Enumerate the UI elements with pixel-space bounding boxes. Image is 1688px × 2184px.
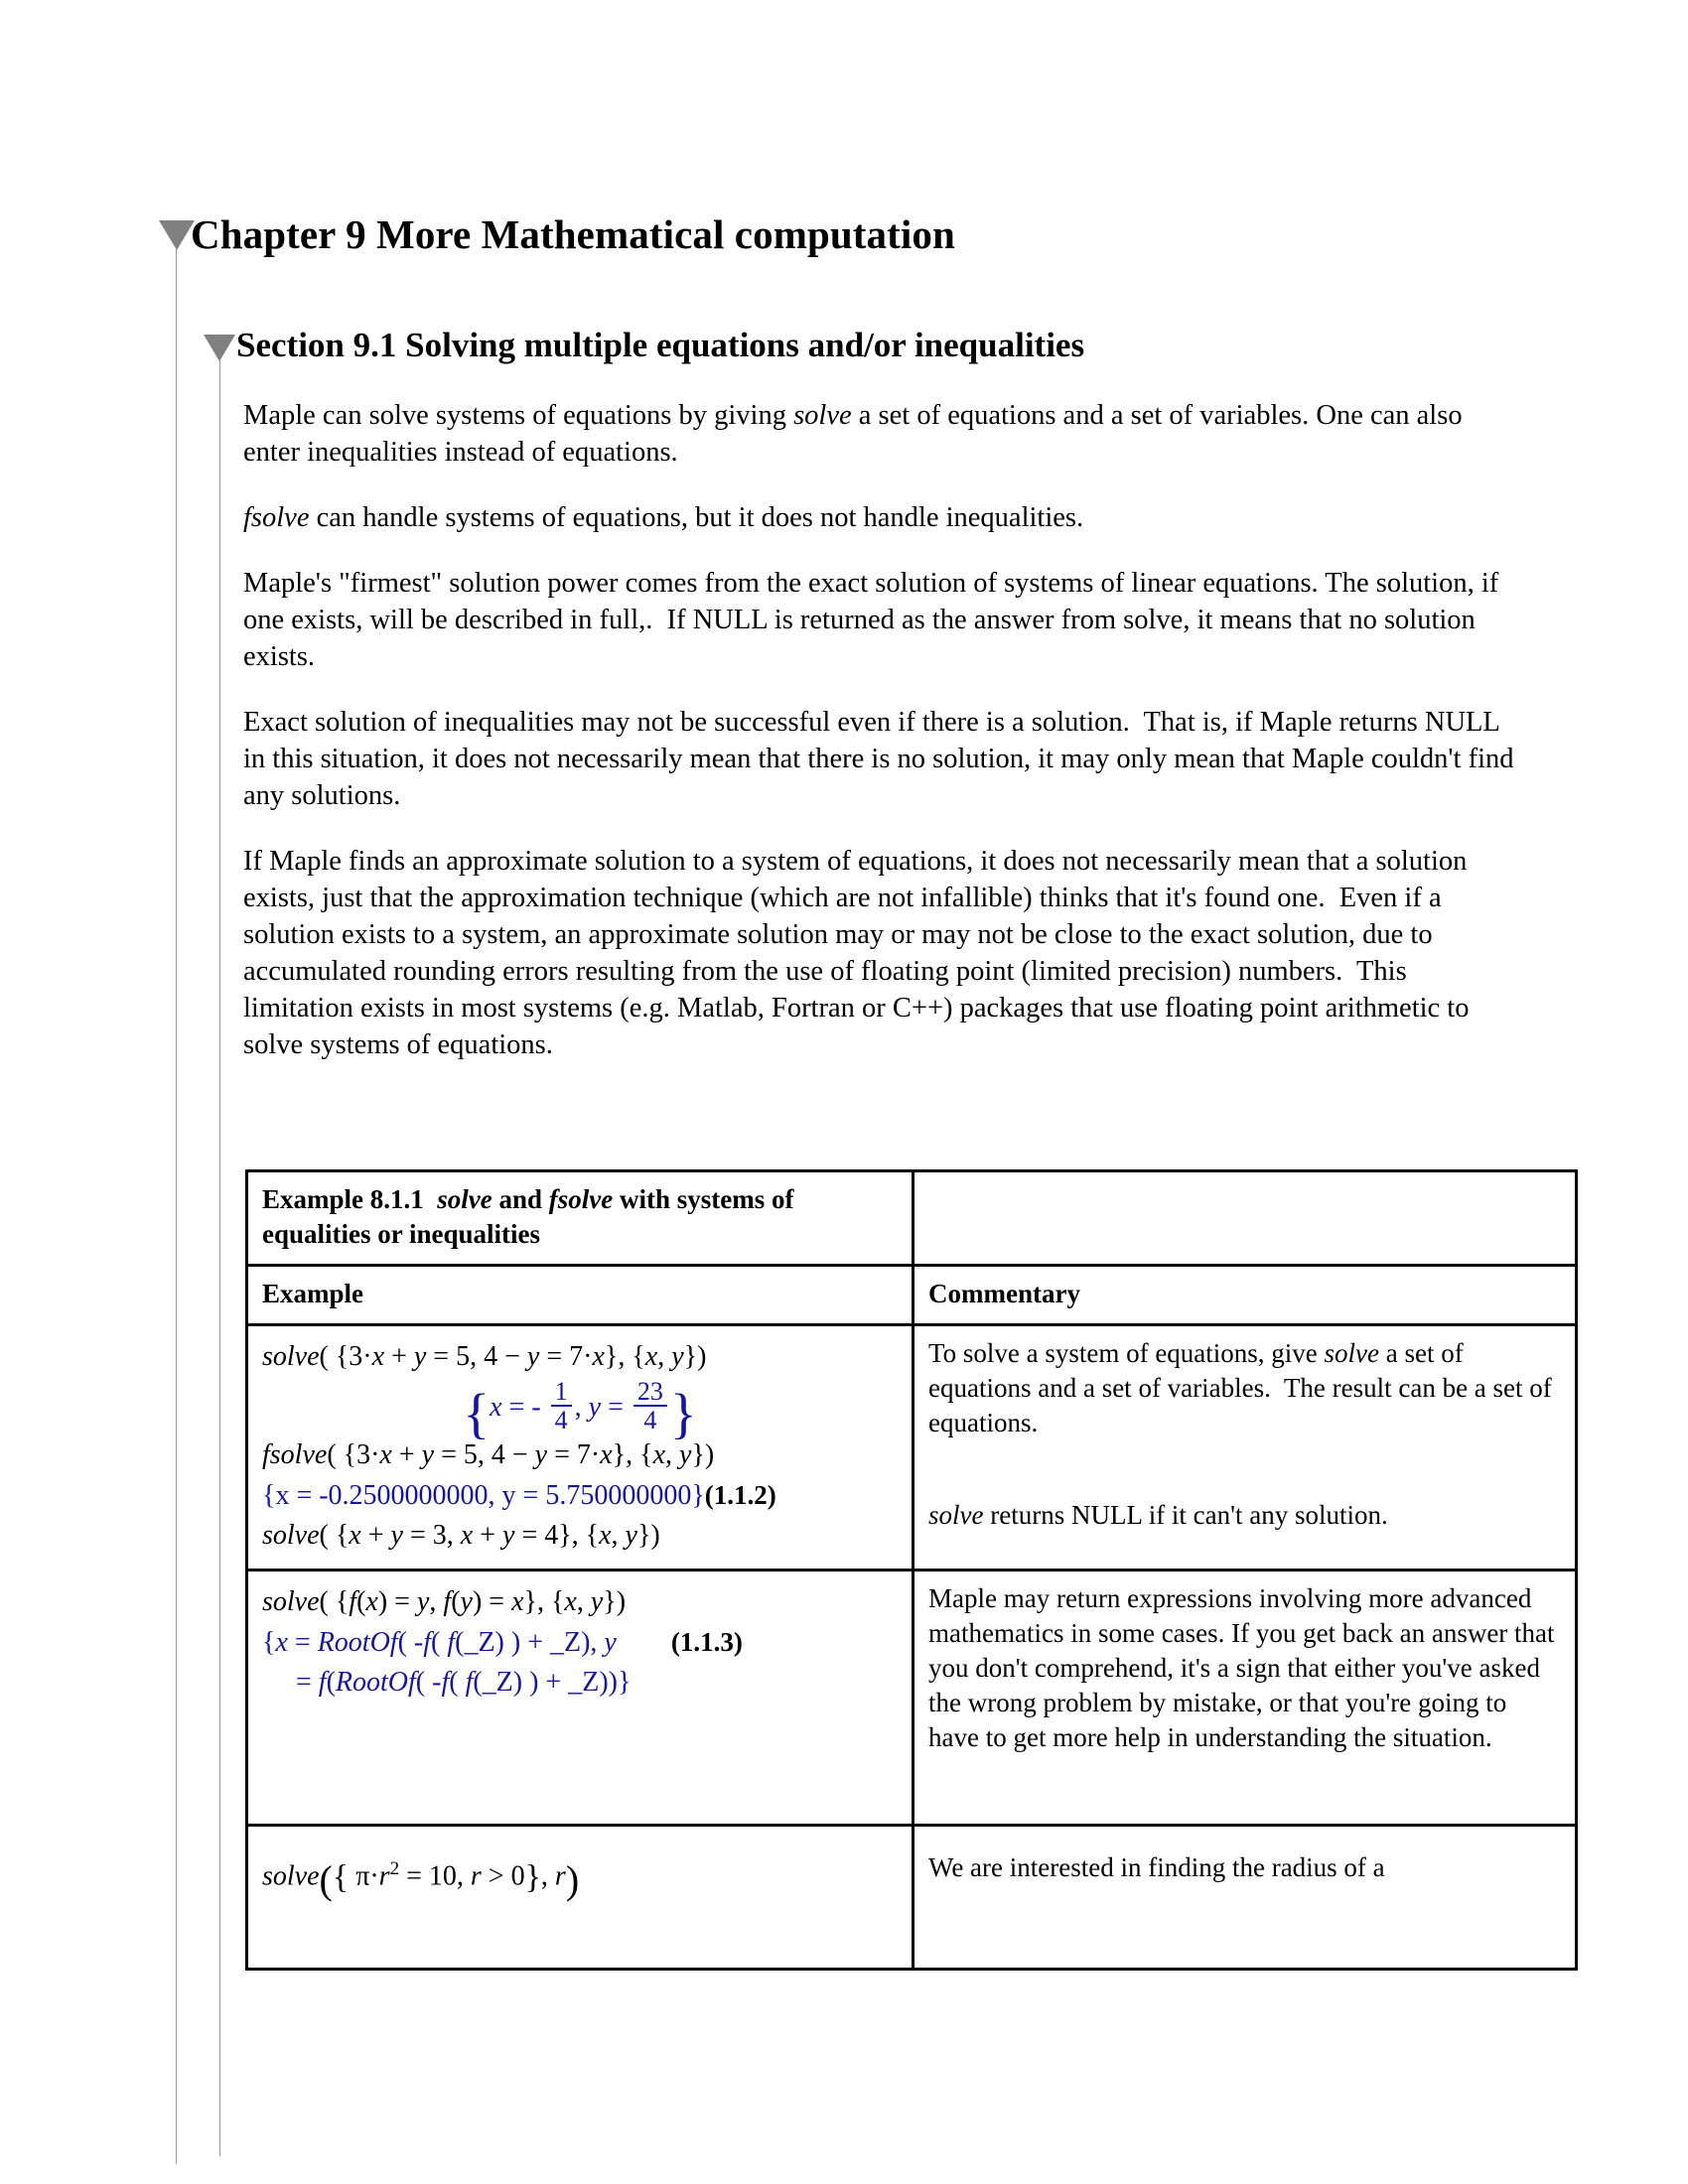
table-row — [247, 1570, 1577, 1825]
paragraph-2: fsolve can handle systems of equations, but it does not handle inequalities. — [243, 502, 1084, 533]
table-row-headers — [247, 1266, 1577, 1325]
commentary-cell-row3 — [914, 1825, 1577, 1969]
commentary-cell-row1 — [914, 1325, 1577, 1570]
column-header-commentary: Commentary — [914, 1266, 1577, 1325]
maple-input-solve-rootof[interactable]: solve( {f(x) = y, f(y) = x}, {x, y}) — [262, 1585, 627, 1617]
maple-output-solve-1: {x = - $\frac{1}{4}$ , y = $\frac{23}{4}$ } — [463, 1377, 697, 1445]
commentary-text-4: We are interested in finding the radius of a — [928, 1851, 1385, 1882]
maple-output-fsolve-1: {x = -0.2500000000, y = 5.750000000} — [262, 1479, 705, 1511]
maple-input-solve-1[interactable]: solve( {3·x + y = 5, 4 − y = 7·x}, {x, y}) — [262, 1341, 707, 1372]
commentary-text-1: To solve a system of equations, give solve a set of equations and a set of variables. The result can be a set of equations. — [928, 1338, 1552, 1437]
maple-input-solve-2[interactable]: solve( {x + y = 3, x + y = 4}, {x, y}) — [262, 1519, 660, 1551]
maple-output-rootof-line-2: = f(RootOf( -f( f(_Z) ) + _Z))} — [296, 1666, 632, 1698]
chapter-section-rule — [176, 248, 177, 2164]
table-row — [247, 1325, 1577, 1570]
commentary-cell-row2 — [914, 1570, 1577, 1825]
example-cell-row2 — [247, 1570, 914, 1825]
example-table-title: Example 8.1.1 solve and fsolve with systems of equalities or inequalities — [247, 1171, 914, 1266]
paragraph-5: If Maple finds an approximate solution to a system of equations, it does not necessarily mean that a solution exists, just that the approximation technique (which are not infallible) thinks that it's found one. Even if a solution exists to a system, an approximate solution may or may not be close to the exact solution, due to accumulated rounding errors resulting from the use of floating point (limited precision) numbers. This limitation exists in most systems (e.g. Matlab, Fortran or C++) packages that use floating point arithmetic to solve systems of equations. — [243, 846, 1470, 1060]
maple-output-rootof-line-1: {x = RootOf( -f( f(_Z) ) + _Z), y — [262, 1626, 617, 1658]
section-title: Section 9.1 Solving multiple equations and/or inequalities — [236, 326, 1085, 364]
chapter-title: Chapter 9 More Mathematical computation — [191, 211, 955, 257]
example-table-title-blank-cell — [914, 1171, 1577, 1266]
paragraph-1: Maple can solve systems of equations by giving solve a set of equations and a set of variables. One can also enter inequalities instead of equations. — [243, 400, 1463, 468]
maple-input-fsolve-1[interactable]: fsolve( {3·x + y = 5, 4 − y = 7·x}, {x, y}) — [262, 1438, 715, 1470]
section-body-rule — [219, 359, 220, 2156]
paragraph-3: Maple's "firmest" solution power comes from the exact solution of systems of linear equations. The solution, if one exists, will be described in full,. If NULL is returned as the answer from solve, it means that no solution exists. — [243, 568, 1499, 672]
maple-output-rootof-line-1-wrapper — [262, 1623, 898, 1662]
table-row — [247, 1825, 1577, 1969]
paragraph-4: Exact solution of inequalities may not be successful even if there is a solution. That is, if Maple returns NULL in this situation, it does not necessarily mean that there is no solution, it may only mean that Maple couldn't find any solutions. — [243, 707, 1514, 811]
section-collapse-triangle-icon[interactable] — [204, 335, 235, 361]
equation-label-1-1-3: (1.1.3) — [670, 1626, 743, 1657]
equation-label-1-1-2: (1.1.2) — [704, 1479, 776, 1510]
example-cell-row3 — [247, 1825, 914, 1969]
table-row-title — [247, 1171, 1577, 1266]
chapter-collapse-triangle-icon[interactable] — [159, 220, 195, 250]
maple-output-fsolve-1-wrapper — [262, 1476, 898, 1515]
example-table — [245, 1169, 1578, 1971]
column-header-example: Example — [247, 1266, 914, 1325]
body-text-block — [243, 397, 1519, 1092]
commentary-text-3: Maple may return expressions involving more advanced mathematics in some cases. If you get back an answer that you don't comprehend, it's a sign that either you've asked the wrong problem by mistake, or that you're going to have to get more help in understanding the situation. — [928, 1582, 1555, 1752]
commentary-text-2: solve returns NULL if it can't any solution. — [928, 1500, 1388, 1530]
maple-input-solve-circle[interactable]: solve({ $\pi\cdot r^2 = 10$, r > 0}, r) — [262, 1856, 580, 1902]
commentary-spacer-1 — [928, 1440, 1561, 1498]
example-cell-row1 — [247, 1325, 914, 1570]
